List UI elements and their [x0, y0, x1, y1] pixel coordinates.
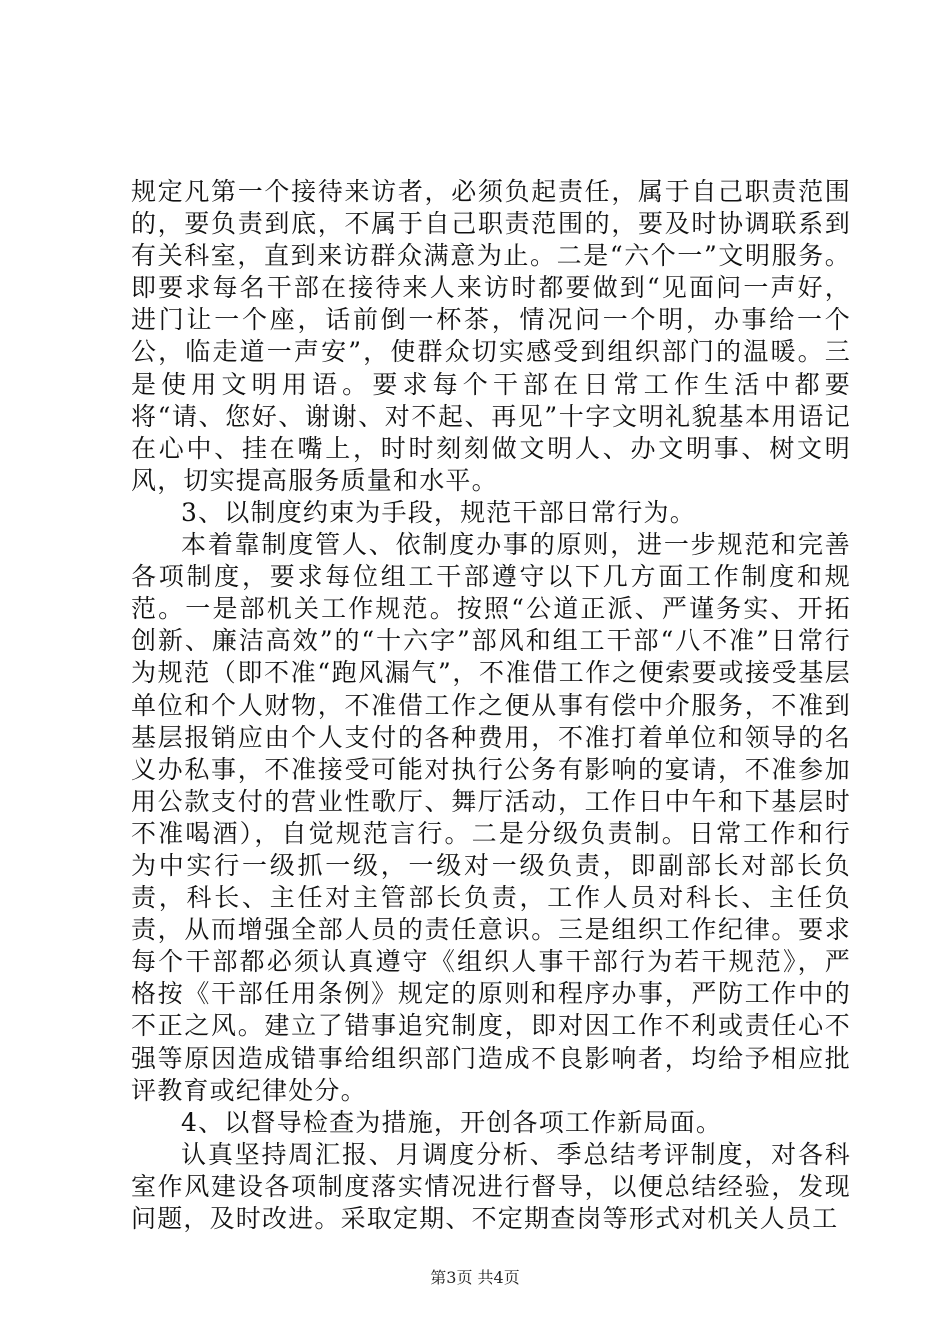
page-footer: 第3页 共4页 — [430, 1268, 520, 1287]
paragraph-rules: 本着靠制度管人、依制度办事的原则，进一步规范和完善各项制度，要求每位组工干部遵守以下几方面工作制度和规范。一是部机关工作规范。按照“公道正派、严谨务实、开拓创新、廉洁高效”的“十六字”部风和组工干部“八不准”日常行为规范（即不准“跑风漏气”，不准借工作之便索要或接受基层单位和个人财物，不准借工作之便从事有偿中介服务，不准到基层报销应由个人支付的各种费用，不准打着单位和领导的名义办私事，不准接受可能对执行公务有影响的宴请，不准参加用公款支付的营业性歌厅、舞厅活动，工作日中午和下基层时不准喝酒），自觉规范言行。二是分级负责制。日常工作和行为中实行一级抓一级，一级对一级负责，即副部长对部长负责，科长、主任对主管部长负责，工作人员对科长、主任负责，从而增强全部人员的责任意识。三是组织工作纪律。要求每个干部都必须认真遵守《组织人事干部行为若干规范》，严格按《干部任用条例》规定的原则和程序办事，严防工作中的不正之风。建立了错事追究制度，即对因工作不利或责任心不强等原因造成错事给组织部门造成不良影响者，均给予相应批评教育或纪律处分。 — [131, 530, 851, 1105]
section-heading-3: 3、以制度约束为手段，规范干部日常行为。 — [181, 497, 696, 527]
paragraph-supervision: 认真坚持周汇报、月调度分析、季总结考评制度，对各科室作风建设各项制度落实情况进行督导，以便总结经验，发现问题，及时改进。采取定期、不定期查岗等形式对机关人员工 — [131, 1139, 851, 1233]
section-heading-4: 4、以督导检查为措施，开创各项工作新局面。 — [181, 1107, 723, 1137]
paragraph-continuation: 规定凡第一个接待来访者，必须负起责任，属于自己职责范围的，要负责到底，不属于自己职责范围的，要及时协调联系到有关科室，直到来访群众满意为止。二是“六个一”文明服务。即要求每名干部在接待来人来访时都要做到“见面问一声好，进门让一个座，话前倒一杯茶，情况问一个明，办事给一个公，临走道一声安”，使群众切实感受到组织部门的温暖。三是使用文明用语。要求每个干部在日常工作生活中都要将“请、您好、谢谢、对不起、再见”十字文明礼貌基本用语记在心中、挂在嘴上，时时刻刻做文明人、办文明事、树文明风，切实提高服务质量和水平。 — [131, 177, 851, 495]
document-body — [131, 176, 851, 1235]
